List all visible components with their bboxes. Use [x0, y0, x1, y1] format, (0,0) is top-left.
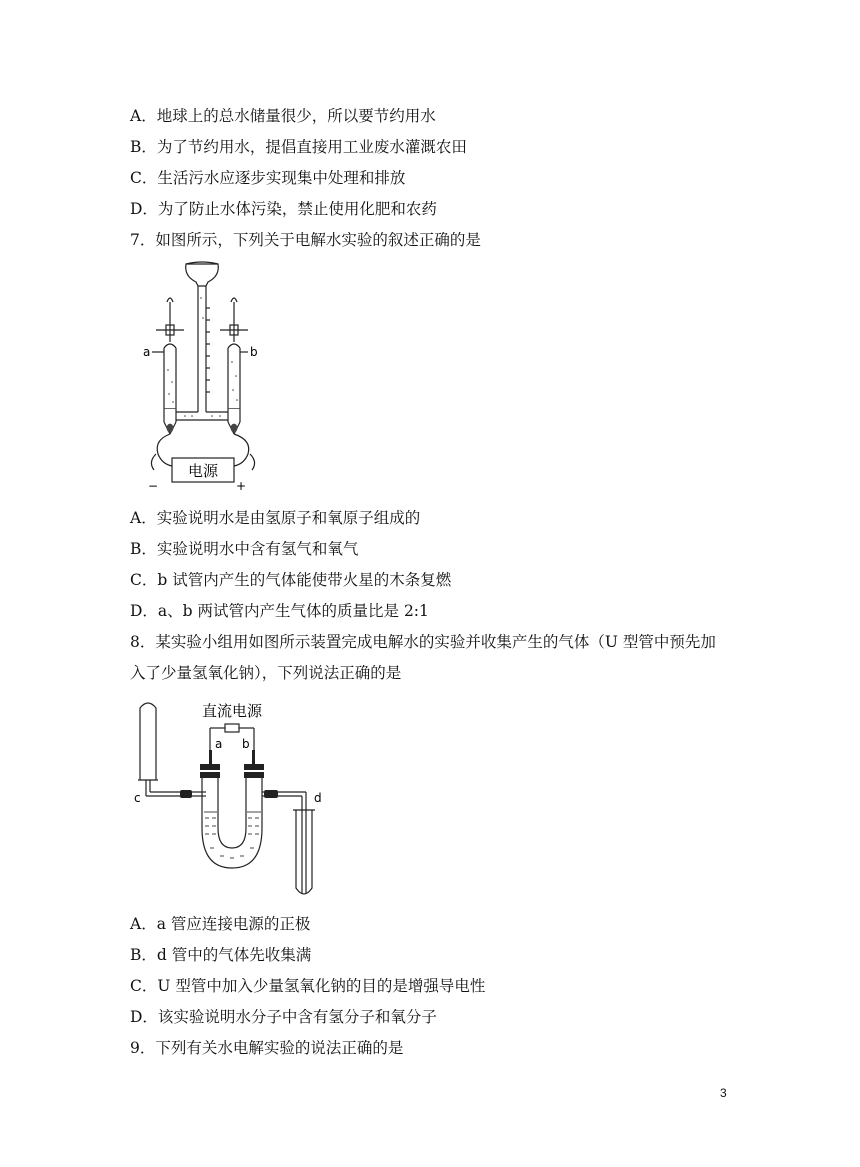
q7-option-d: D．a、b 两试管内产生气体的质量比是 2:1 — [130, 602, 429, 620]
q6-option-b: B．为了节约用水，提倡直接用工业废水灌溉农田 — [130, 138, 467, 156]
q8-label-d: d — [314, 791, 322, 805]
q8-label-b: b — [242, 737, 250, 751]
q8-power-label: 直流电源 — [201, 702, 263, 720]
page-number: 3 — [720, 1086, 727, 1100]
q7-stem: 7．如图所示，下列关于电解水实验的叙述正确的是 — [130, 231, 481, 249]
q6-option-a: A．地球上的总水储量很少，所以要节约用水 — [130, 107, 436, 125]
q7-label-b: b — [250, 345, 258, 359]
q7-plus-sign: + — [236, 479, 247, 493]
u-tube-apparatus-diagram — [130, 698, 340, 900]
q7-option-c: C．b 试管内产生的气体能使带火星的木条复燃 — [130, 571, 452, 589]
q7-minus-sign: − — [148, 479, 159, 493]
q6-option-d: D．为了防止水体污染，禁止使用化肥和农药 — [130, 200, 437, 218]
q7-option-b: B．实验说明水中含有氢气和氧气 — [130, 540, 359, 558]
q6-option-c: C．生活污水应逐步实现集中处理和排放 — [130, 169, 406, 187]
q8-label-a: a — [215, 737, 223, 751]
q7-power-label: 电源 — [187, 462, 219, 480]
q8-option-c: C．U 型管中加入少量氢氧化钠的目的是增强导电性 — [130, 977, 486, 995]
q8-option-d: D．该实验说明水分子中含有氢分子和氧分子 — [130, 1008, 437, 1026]
q8-option-a: A．a 管应连接电源的正极 — [130, 915, 311, 933]
q8-label-c: c — [134, 791, 141, 805]
hoffman-apparatus-diagram — [140, 258, 270, 494]
q8-electrolysis-figure — [130, 698, 340, 904]
q7-label-a: a — [143, 345, 151, 359]
q8-option-b: B．d 管中的气体先收集满 — [130, 946, 312, 964]
q7-option-a: A．实验说明水是由氢原子和氧原子组成的 — [130, 509, 421, 527]
q9-stem: 9．下列有关水电解实验的说法正确的是 — [130, 1039, 404, 1057]
q8-stem: 8．某实验小组用如图所示装置完成电解水的实验并收集产生的气体（U 型管中预先加入了少量氢氧化钠），下列说法正确的是 — [130, 633, 716, 682]
q7-electrolysis-figure — [140, 258, 270, 498]
